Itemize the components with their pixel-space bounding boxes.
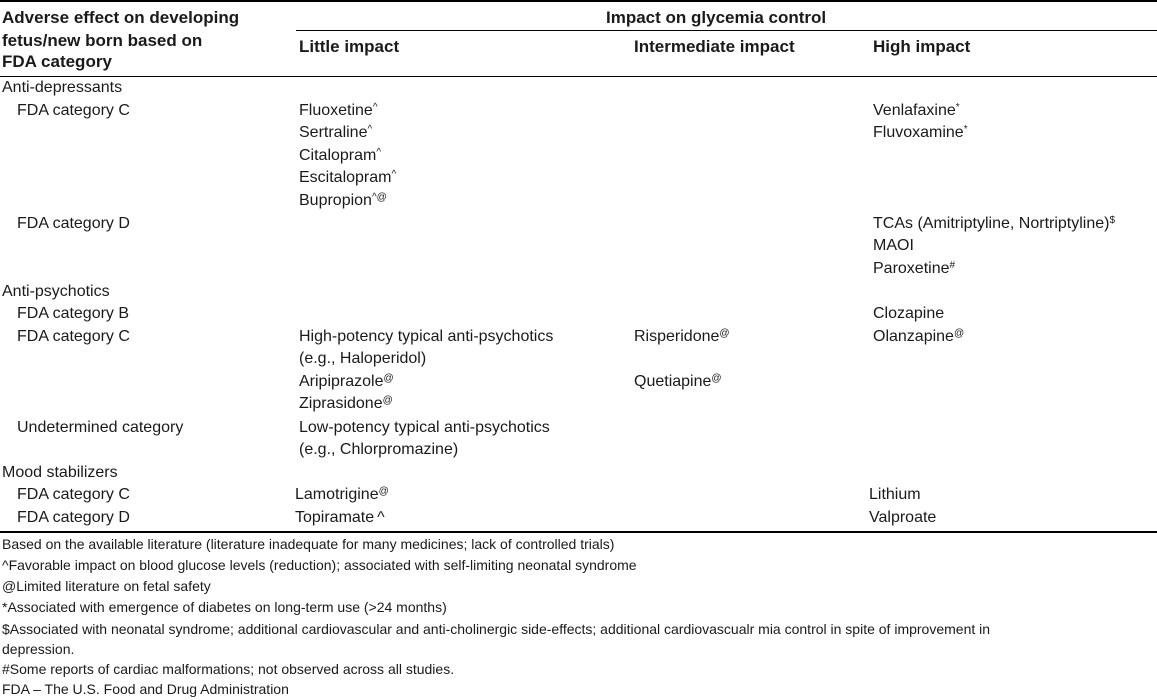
drug-fluoxetine: Fluoxetine^ [299,102,378,119]
drug-high-potency: High-potency typical anti-psychotics [299,328,554,345]
drug-citalopram: Citalopram^ [299,147,382,164]
ad-category-d: FDA category D [17,215,130,232]
footnote-dollar-cont: depression. [2,641,75,657]
drug-tcas: TCAs (Amitriptyline, Nortriptyline)$ [873,215,1116,232]
ms-category-c: FDA category C [17,486,130,503]
group-antidepressants: Anti-depressants [2,79,123,96]
header-col1-line1: Adverse effect on developing [2,8,240,27]
drug-topiramate: Topiramate ^ [295,509,385,526]
header-high-impact: High impact [873,37,971,56]
span-underline [296,30,1157,31]
drug-quetiapine: Quetiapine@ [634,373,722,390]
header-span-title: Impact on glycemia control [606,8,827,27]
drug-risperidone: Risperidone@ [634,328,730,345]
footnote-caret: ^Favorable impact on blood glucose levels (reduction); associated with self-limiting neonatal syndrome [2,557,637,573]
top-rule [0,0,1157,2]
ms-category-d: FDA category D [17,509,130,526]
drug-paroxetine: Paroxetine# [873,260,956,277]
bottom-rule [0,531,1157,533]
drug-aripiprazole: Aripiprazole@ [299,373,394,390]
drug-escitalopram: Escitalopram^ [299,169,397,186]
drug-bupropion: Bupropion^@ [299,192,387,209]
drug-lamotrigine: Lamotrigine@ [295,486,389,503]
drug-maoi: MAOI [873,237,914,254]
header-rule [0,76,1157,77]
ap-undetermined-category: Undetermined category [17,419,184,436]
drug-low-potency-example: (e.g., Chlorpromazine) [299,441,459,458]
drug-ziprasidone: Ziprasidone@ [299,395,393,412]
drug-sertraline: Sertraline^ [299,124,373,141]
drug-valproate: Valproate [869,509,937,526]
drug-venlafaxine: Venlafaxine* [873,102,960,119]
ap-category-b: FDA category B [17,305,130,322]
footnote-dollar: $Associated with neonatal syndrome; additional cardiovascular and anti-cholinergic side-effects; additional cardiovascualr mia control in spite of improvement in [2,621,991,637]
header-col1-line2: fetus/new born based on [2,31,203,50]
drug-olanzapine: Olanzapine@ [873,328,965,345]
header-little-impact: Little impact [299,37,400,56]
drug-lithium: Lithium [869,486,921,503]
header-col1-line3: FDA category [2,52,112,71]
ap-category-c: FDA category C [17,328,130,345]
footnote-at: @Limited literature on fetal safety [2,578,211,594]
header-intermediate-impact: Intermediate impact [634,37,795,56]
footnote-hash: #Some reports of cardiac malformations; not observed across all studies. [2,661,455,677]
footnote-star: *Associated with emergence of diabetes on long-term use (>24 months) [2,599,447,615]
ad-category-c: FDA category C [17,102,130,119]
drug-fluvoxamine: Fluvoxamine* [873,124,968,141]
footnote-literature: Based on the available literature (literature inadequate for many medicines; lack of controlled trials) [2,536,615,552]
group-antipsychotics: Anti-psychotics [2,283,110,300]
drug-high-potency-example: (e.g., Haloperidol) [299,350,427,367]
drug-clozapine: Clozapine [873,305,945,322]
footnote-fda: FDA – The U.S. Food and Drug Administration [2,681,289,697]
drug-low-potency: Low-potency typical anti-psychotics [299,419,550,436]
group-mood-stabilizers: Mood stabilizers [2,464,118,481]
